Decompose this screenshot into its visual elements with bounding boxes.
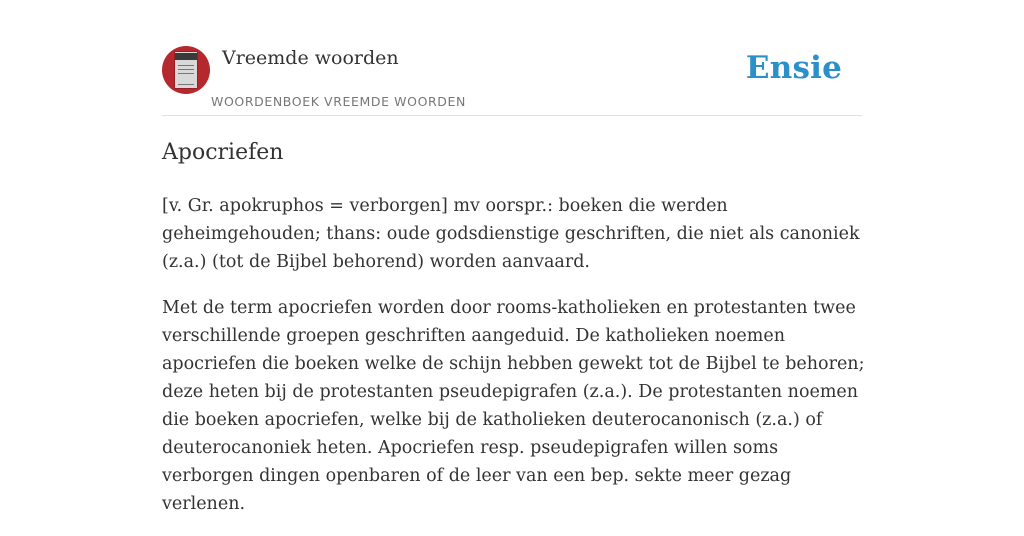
definition-paragraph: [v. Gr. apokruphos = verborgen] mv oorspr.: boeken die werden geheimgehouden; thans: oude godsdienstige geschriften, die niet als canoniek (z.a.) (tot de Bijbel behorend) worden aanvaard. — [162, 196, 860, 272]
source-subtitle: WOORDENBOEK VREEMDE WOORDEN — [211, 94, 466, 109]
header — [162, 44, 862, 116]
book-cover-line — [178, 73, 194, 74]
book-cover-title-block — [175, 53, 197, 60]
entry-term: Apocriefen — [162, 140, 284, 165]
source-book-avatar[interactable] — [162, 46, 210, 94]
book-cover-line — [178, 84, 194, 85]
brand-logo[interactable]: Ensie — [745, 50, 842, 86]
entry-definition — [162, 192, 867, 536]
header-divider — [162, 115, 862, 116]
book-cover-line — [178, 69, 194, 70]
book-cover-image — [174, 51, 198, 89]
source-title[interactable]: Vreemde woorden — [222, 47, 399, 69]
book-cover-line — [178, 65, 194, 66]
definition-paragraph: Met de term apocriefen worden door rooms-katholieken en protestanten twee verschillende groepen geschriften aangeduid. De katholieken noemen apocriefen die boeken welke de schijn hebben gewekt tot de Bijbel te behoren; deze heten bij de protestanten pseudepigrafen (z.a.). De protestanten noemen die boeken apocriefen, welke bij de katholieken deuterocanonisch (z.a.) of deuterocanoniek heten. Apocriefen resp. pseudepigrafen willen soms verborgen dingen openbaren of de leer van een bep. sekte meer gezag verlenen. — [162, 298, 865, 514]
